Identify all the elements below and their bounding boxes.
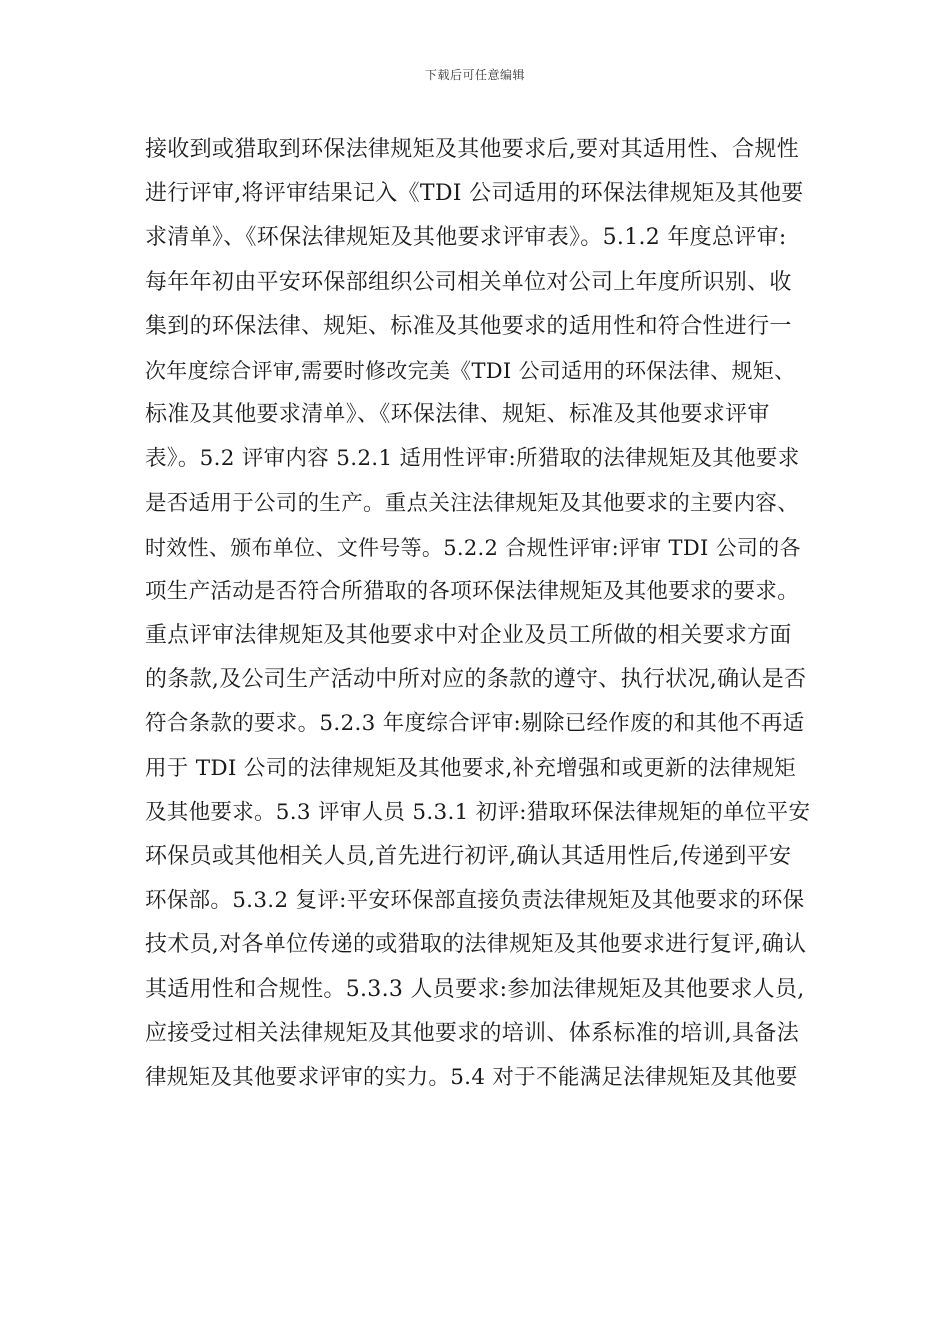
- text-line: 环保部。5.3.2 复评:平安环保部直接负责法律规矩及其他要求的环保: [145, 888, 805, 914]
- text-line: 次年度综合评审,需要时修改完美《TDI 公司适用的环保法律、规矩、: [145, 358, 796, 383]
- text-line: 用于 TDI 公司的法律规矩及其他要求,补充增强和或更新的法律规矩: [145, 755, 796, 781]
- text-line: 进行评审,将评审结果记入《TDI 公司适用的环保法律规矩及其他要: [145, 181, 804, 207]
- text-line: 符合条款的要求。5.2.3 年度综合评审:剔除已经作废的和其他不再适: [145, 711, 805, 737]
- text-line: 集到的环保法律、规矩、标准及其他要求的适用性和符合性进行一: [145, 313, 792, 339]
- text-line: 接收到或猎取到环保法律规矩及其他要求后,要对其适用性、合规性: [145, 137, 799, 162]
- text-line: 求清单》、《环保法律规矩及其他要求评审表》。5.1.2 年度总评审:: [145, 225, 787, 251]
- text-line: 技术员,对各单位传递的或猎取的法律规矩及其他要求进行复评,确认: [145, 932, 807, 958]
- text-line: 律规矩及其他要求评审的实力。5.4 对于不能满足法律规矩及其他要: [145, 1064, 798, 1090]
- text-line: 其适用性和合规性。5.3.3 人员要求:参加法律规矩及其他要求人员,: [145, 976, 805, 1002]
- text-line: 应接受过相关法律规矩及其他要求的培训、体系标准的培训,具备法: [145, 1020, 799, 1046]
- text-line: 是否适用于公司的生产。重点关注法律规矩及其他要求的主要内容、: [145, 490, 800, 516]
- text-line: 重点评审法律规矩及其他要求中对企业及员工所做的相关要求方面: [145, 623, 792, 649]
- page-header: 下载后可任意编辑: [424, 68, 525, 82]
- text-line: 环保员或其他相关人员,首先进行初评,确认其适用性后,传递到平安: [145, 844, 792, 869]
- text-line: 表》。5.2 评审内容 5.2.1 适用性评审:所猎取的法律规矩及其他要求: [145, 446, 800, 472]
- text-line: 及其他要求。5.3 评审人员 5.3.1 初评:猎取环保法律规矩的单位平安: [145, 799, 811, 825]
- document-body: [145, 128, 810, 1100]
- text-line: 时效性、颁布单位、文件号等。5.2.2 合规性评审:评审 TDI 公司的各: [145, 535, 801, 560]
- text-line: 每年年初由平安环保部组织公司相关单位对公司上年度所识别、收: [145, 269, 792, 295]
- text-line: 项生产活动是否符合所猎取的各项环保法律规矩及其他要求的要求。: [145, 578, 800, 604]
- text-line: 标准及其他要求清单》、《环保法律、规矩、标准及其他要求评审: [145, 402, 770, 428]
- text-line: 的条款,及公司生产活动中所对应的条款的遵守、执行状况,确认是否: [145, 667, 807, 693]
